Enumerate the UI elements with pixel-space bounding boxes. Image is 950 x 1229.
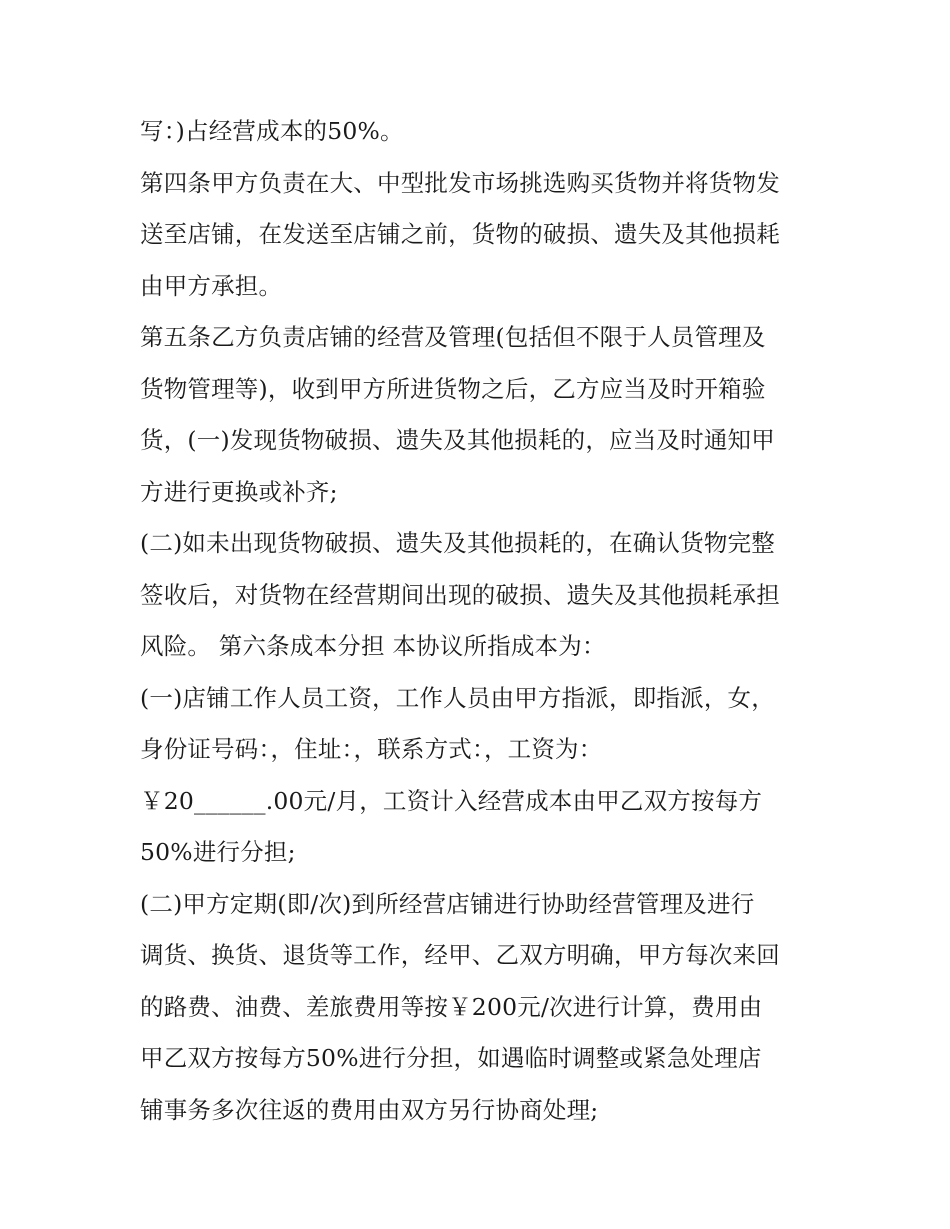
text-line: (二)甲方定期(即/次)到所经营店铺进行协助经营管理及进行 <box>140 889 755 918</box>
text-line: ￥20______.00元/月，工资计入经营成本由甲乙双方按每方 <box>140 786 763 815</box>
text-line: 第四条甲方负责在大、中型批发市场挑选购买货物并将货物发 <box>140 168 780 197</box>
text-line: (一)店铺工作人员工资，工作人员由甲方指派，即指派，女， <box>140 683 775 712</box>
text-line: 签收后，对货物在经营期间出现的破损、遗失及其他损耗承担 <box>140 580 780 609</box>
text-line: 的路费、油费、差旅费用等按￥200元/次进行计算，费用由 <box>140 992 763 1021</box>
text-line: 货，(一)发现货物破损、遗失及其他损耗的，应当及时通知甲 <box>140 426 775 454</box>
text-line: 货物管理等)，收到甲方所进货物之后，乙方应当及时开箱验 <box>140 374 766 403</box>
text-line: (二)如未出现货物破损、遗失及其他损耗的，在确认货物完整 <box>140 529 775 557</box>
document-body <box>140 108 830 1138</box>
text-line: 由甲方承担。 <box>140 271 283 300</box>
text-line: 50%进行分担; <box>140 838 296 866</box>
text-line: 送至店铺，在发送至店铺之前，货物的破损、遗失及其他损耗 <box>140 220 780 248</box>
text-line: 第五条乙方负责店铺的经营及管理(包括但不限于人员管理及 <box>140 323 766 351</box>
text-line: 甲乙双方按每方50%进行分担，如遇临时调整或紧急处理店 <box>140 1044 762 1072</box>
text-line: 铺事务多次往返的费用由双方另行协商处理; <box>140 1095 599 1124</box>
text-line: 方进行更换或补齐; <box>140 477 338 506</box>
text-line: 调货、换货、退货等工作，经甲、乙双方明确，甲方每次来回 <box>140 941 780 969</box>
text-line: 写：)占经营成本的50%。 <box>140 117 404 145</box>
text-line: 风险。 第六条成本分担 本协议所指成本为： <box>140 632 606 660</box>
text-line: 身份证号码：，住址：，联系方式：，工资为： <box>140 735 603 763</box>
